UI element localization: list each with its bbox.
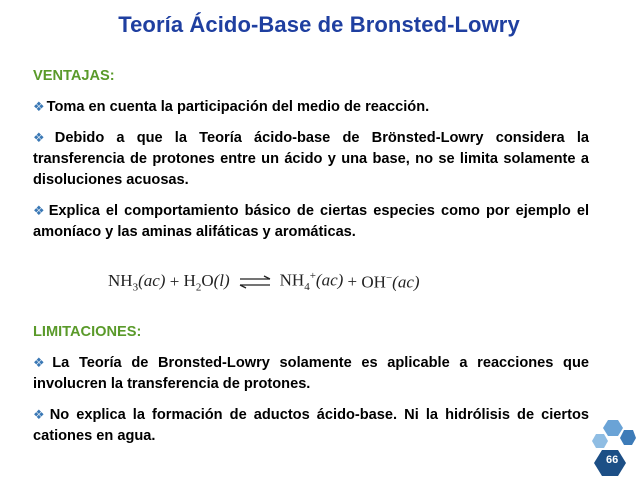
four-diamond-bullet-icon: ❖ bbox=[33, 407, 48, 422]
ventajas-item: ❖ Toma en cuenta la participación del medio de reacción. bbox=[33, 99, 430, 115]
four-diamond-bullet-icon: ❖ bbox=[33, 203, 47, 218]
plus-sign: + bbox=[347, 272, 358, 291]
page-number: 66 bbox=[606, 454, 619, 466]
four-diamond-bullet-icon: ❖ bbox=[33, 130, 53, 145]
limitaciones-item: ❖ La Teoría de Bronsted-Lowry solamente es aplicable a reacciones que involucren la transferencia de protones. bbox=[33, 355, 590, 392]
four-diamond-bullet-icon: ❖ bbox=[33, 99, 45, 114]
plus-sign: + bbox=[169, 272, 180, 291]
reaction-equation bbox=[108, 270, 528, 294]
ventajas-item: ❖ Explica el comportamiento básico de ciertas especies como por ejemplo el amoníaco y las aminas alifáticas y aromáticas. bbox=[33, 203, 590, 240]
equilibrium-arrows-icon bbox=[238, 275, 272, 289]
limitaciones-item: ❖ No explica la formación de aductos ácido-base. Ni la hidrólisis de ciertos cationes en agua. bbox=[33, 407, 589, 444]
hexagon-cluster-icon bbox=[586, 418, 636, 476]
limitaciones-heading: LIMITACIONES: bbox=[33, 324, 142, 340]
limitaciones-section bbox=[33, 322, 589, 447]
slide-body bbox=[33, 66, 589, 243]
reactant-ammonia: $NH_3(ac)$ bbox=[108, 270, 166, 294]
four-diamond-bullet-icon: ❖ bbox=[33, 355, 51, 370]
ventajas-item: ❖ Debido a que la Teoría ácido-base de Brönsted-Lowry considera la transferencia de protones entre un ácido y una base, no se limita solamente a disoluciones acuosas. bbox=[33, 130, 589, 188]
product-ammonium: $NH_4^+(ac)$ bbox=[279, 270, 344, 294]
reactant-water: $H_2O(l)$ bbox=[183, 270, 230, 294]
ventajas-heading: VENTAJAS: bbox=[33, 68, 115, 84]
slide-title: Teoría Ácido-Base de Bronsted-Lowry bbox=[118, 12, 520, 37]
product-hydroxide: OH−(ac) bbox=[361, 271, 420, 292]
